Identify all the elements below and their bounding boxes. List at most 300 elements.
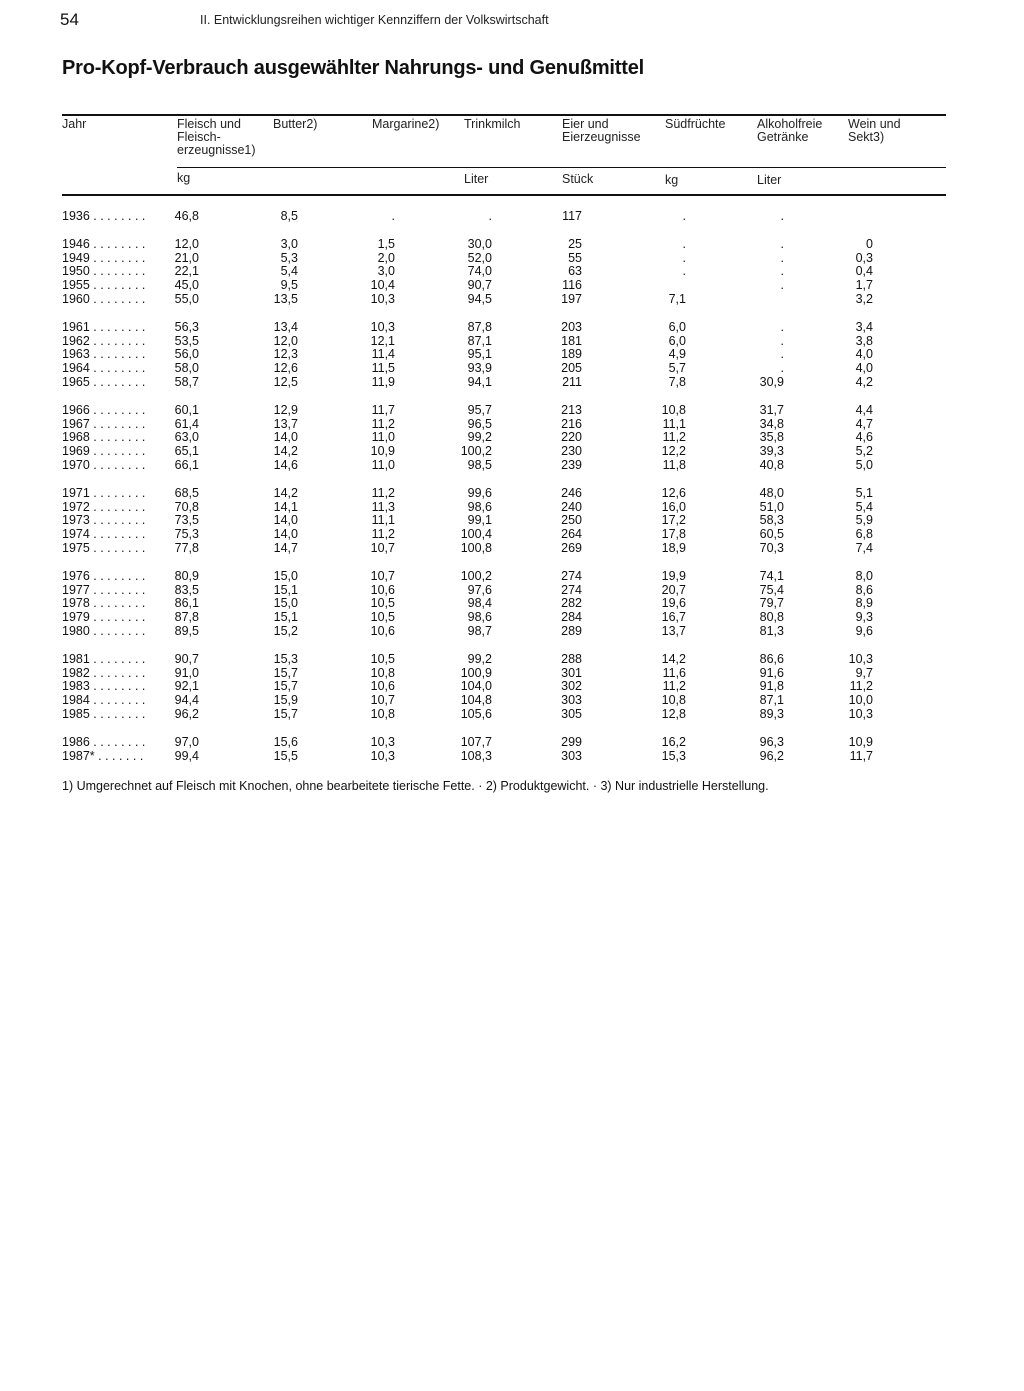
alkoholfreie-cell: 30,9 — [759, 374, 784, 389]
eier-cell: 274 — [561, 582, 582, 597]
eier-cell: 213 — [561, 402, 582, 417]
year-cell: 1970 . . . . . . . . — [62, 457, 146, 472]
year-cell: 1986 . . . . . . . . — [62, 734, 146, 749]
table-row — [62, 404, 946, 418]
alkoholfreie-cell: 91,8 — [759, 679, 784, 694]
butter-cell: 8,5 — [280, 209, 298, 223]
header-eier-line2: Eierzeugnisse — [562, 130, 641, 144]
butter-cell: 15,9 — [273, 693, 298, 708]
unit-stueck-eier: Stück — [562, 172, 594, 186]
table-top-rule — [62, 114, 946, 116]
suedfruechte-cell: . — [682, 236, 686, 251]
wein-cell: 4,0 — [855, 347, 873, 362]
alkoholfreie-cell: . — [780, 278, 784, 293]
margarine-cell: 10,7 — [370, 540, 395, 555]
eier-cell: 25 — [568, 236, 582, 251]
year-cell: 1976 . . . . . . . . — [62, 568, 146, 583]
margarine-cell: 10,5 — [370, 651, 395, 666]
table-row — [62, 653, 946, 667]
margarine-cell: 2,0 — [377, 250, 395, 265]
header-eier — [562, 118, 641, 144]
header-wein-line1: Wein und — [848, 117, 901, 131]
suedfruechte-cell: 16,0 — [661, 499, 686, 514]
table-row — [62, 597, 946, 611]
trinkmilch-cell: 99,2 — [467, 651, 492, 666]
butter-cell: 15,2 — [273, 623, 298, 638]
fleisch-cell: 58,7 — [174, 374, 199, 389]
trinkmilch-cell: 97,6 — [467, 582, 492, 597]
header-fleisch-line3: erzeugnisse1) — [177, 143, 256, 157]
trinkmilch-cell: 99,2 — [467, 430, 492, 445]
eier-cell: 181 — [561, 333, 582, 348]
margarine-cell: 11,4 — [371, 347, 395, 362]
margarine-cell: 3,0 — [377, 264, 395, 279]
margarine-cell: 11,2 — [371, 416, 395, 431]
table-row — [62, 418, 946, 432]
suedfruechte-cell: 17,2 — [661, 513, 686, 528]
trinkmilch-cell: 95,7 — [467, 402, 492, 417]
table-row — [62, 680, 946, 694]
year-cell: 1971 . . . . . . . . — [62, 485, 146, 500]
year-cell: 1982 . . . . . . . . — [62, 665, 146, 680]
margarine-cell: 10,3 — [370, 319, 395, 334]
eier-cell: 230 — [561, 444, 582, 459]
suedfruechte-cell: 5,7 — [668, 361, 686, 376]
table-row — [62, 750, 946, 764]
wein-cell: 10,3 — [848, 706, 873, 721]
margarine-cell: 11,1 — [371, 513, 395, 528]
eier-cell: 264 — [561, 527, 582, 542]
trinkmilch-cell: 98,6 — [467, 610, 492, 625]
trinkmilch-cell: 99,6 — [467, 485, 492, 500]
unit-liter-trinkmilch: Liter — [464, 172, 489, 186]
alkoholfreie-cell: 39,3 — [759, 444, 784, 459]
header-alkoholfreie-line1: Alkoholfreie — [757, 117, 823, 131]
wein-cell: 11,7 — [849, 748, 873, 763]
suedfruechte-cell: 6,0 — [668, 319, 686, 334]
header-margarine: Margarine2) — [372, 117, 440, 131]
year-cell: 1967 . . . . . . . . — [62, 416, 146, 431]
table-row — [62, 321, 946, 335]
wein-cell: 5,2 — [855, 444, 873, 459]
margarine-cell: 10,5 — [370, 596, 395, 611]
alkoholfreie-cell: . — [780, 264, 784, 279]
trinkmilch-cell: 94,5 — [467, 291, 492, 306]
table-row — [62, 445, 946, 459]
trinkmilch-cell: 95,1 — [467, 347, 492, 362]
butter-cell: 15,7 — [273, 665, 298, 680]
margarine-cell: 10,8 — [370, 706, 395, 721]
butter-cell: 13,7 — [273, 416, 298, 431]
eier-cell: 303 — [561, 748, 582, 763]
butter-cell: 14,0 — [273, 513, 298, 528]
header-jahr: Jahr — [62, 117, 87, 131]
suedfruechte-cell: 4,9 — [668, 347, 686, 362]
table-row — [62, 431, 946, 445]
fleisch-cell: 45,0 — [174, 278, 199, 293]
fleisch-cell: 12,0 — [174, 236, 199, 251]
table-row — [62, 348, 946, 362]
margarine-cell: 12,1 — [370, 333, 395, 348]
eier-cell: 288 — [561, 651, 582, 666]
eier-cell: 282 — [561, 596, 582, 611]
alkoholfreie-cell: 91,6 — [759, 665, 784, 680]
fleisch-cell: 99,4 — [174, 748, 199, 763]
table-row — [62, 542, 946, 556]
margarine-cell: 10,6 — [370, 679, 395, 694]
eier-cell: 216 — [561, 416, 582, 431]
alkoholfreie-cell: 96,3 — [759, 734, 784, 749]
year-cell: 1965 . . . . . . . . — [62, 374, 146, 389]
header-suedfruechte: Südfrüchte — [665, 117, 726, 131]
wein-cell: 4,0 — [855, 361, 873, 376]
fleisch-cell: 73,5 — [174, 513, 199, 528]
trinkmilch-cell: 100,9 — [460, 665, 492, 680]
header-wein-line2: Sekt3) — [848, 130, 885, 144]
suedfruechte-cell: 20,7 — [661, 582, 686, 597]
butter-cell: 15,0 — [273, 568, 298, 583]
fleisch-cell: 96,2 — [174, 706, 199, 721]
year-cell: 1985 . . . . . . . . — [62, 706, 146, 721]
alkoholfreie-cell: 51,0 — [759, 499, 784, 514]
row-group — [62, 653, 946, 722]
row-group — [62, 321, 946, 390]
wein-cell: 10,0 — [848, 693, 873, 708]
margarine-cell: 11,7 — [371, 402, 395, 417]
fleisch-cell: 89,5 — [174, 623, 199, 638]
wein-cell: 3,4 — [855, 319, 873, 334]
table-row — [62, 335, 946, 349]
fleisch-cell: 91,0 — [174, 665, 199, 680]
wein-cell: 4,6 — [855, 430, 873, 445]
butter-cell: 5,3 — [280, 250, 298, 265]
butter-cell: 15,5 — [273, 748, 298, 763]
year-cell: 1949 . . . . . . . . — [62, 250, 146, 265]
margarine-cell: 10,4 — [370, 278, 395, 293]
butter-cell: 12,9 — [273, 402, 298, 417]
year-cell: 1978 . . . . . . . . — [62, 596, 146, 611]
header-butter: Butter2) — [273, 117, 318, 131]
butter-cell: 5,4 — [280, 264, 298, 279]
trinkmilch-cell: 52,0 — [467, 250, 492, 265]
fleisch-cell: 87,8 — [174, 610, 199, 625]
eier-cell: 117 — [562, 209, 582, 223]
alkoholfreie-cell: 86,6 — [759, 651, 784, 666]
trinkmilch-cell: 98,7 — [467, 623, 492, 638]
suedfruechte-cell: 11,6 — [662, 665, 686, 680]
year-cell: 1977 . . . . . . . . — [62, 582, 146, 597]
alkoholfreie-cell: 74,1 — [759, 568, 784, 583]
wein-cell: 3,8 — [855, 333, 873, 348]
suedfruechte-cell: 7,1 — [668, 291, 686, 306]
header-unit-rule — [177, 167, 946, 168]
table-row — [62, 514, 946, 528]
year-cell: 1950 . . . . . . . . — [62, 264, 146, 279]
wein-cell: 5,1 — [855, 485, 873, 500]
suedfruechte-cell: 6,0 — [668, 333, 686, 348]
year-cell: 1975 . . . . . . . . — [62, 540, 146, 555]
suedfruechte-cell: 11,2 — [662, 679, 686, 694]
fleisch-cell: 56,3 — [174, 319, 199, 334]
fleisch-cell: 75,3 — [174, 527, 199, 542]
trinkmilch-cell: 105,6 — [460, 706, 492, 721]
alkoholfreie-cell: 96,2 — [759, 748, 784, 763]
butter-cell: 14,0 — [273, 430, 298, 445]
butter-cell: 13,4 — [273, 319, 298, 334]
trinkmilch-cell: 98,4 — [467, 596, 492, 611]
unit-kg-suedfruechte: kg — [665, 173, 679, 187]
trinkmilch-cell: 99,1 — [467, 513, 492, 528]
table-row — [62, 362, 946, 376]
butter-cell: 14,2 — [273, 444, 298, 459]
fleisch-cell: 80,9 — [174, 568, 199, 583]
eier-cell: 302 — [561, 679, 582, 694]
suedfruechte-cell: 14,2 — [661, 651, 686, 666]
table-row — [62, 528, 946, 542]
eier-cell: 205 — [561, 361, 582, 376]
butter-cell: 14,6 — [273, 457, 298, 472]
eier-cell: 269 — [561, 540, 582, 555]
table-row — [62, 584, 946, 598]
trinkmilch-cell: 87,8 — [467, 319, 492, 334]
alkoholfreie-cell: . — [780, 333, 784, 348]
alkoholfreie-cell: . — [780, 319, 784, 334]
year-cell: 1983 . . . . . . . . — [62, 679, 146, 694]
alkoholfreie-cell: . — [780, 250, 784, 265]
trinkmilch-cell: 100,8 — [460, 540, 492, 555]
margarine-cell: 11,9 — [371, 374, 395, 389]
alkoholfreie-cell: 75,4 — [759, 582, 784, 597]
trinkmilch-cell: . — [488, 209, 492, 223]
year-cell: 1969 . . . . . . . . — [62, 444, 146, 459]
fleisch-cell: 21,0 — [174, 250, 199, 265]
table-row — [62, 459, 946, 473]
butter-cell: 13,5 — [273, 291, 298, 306]
fleisch-cell: 63,0 — [174, 430, 199, 445]
table-row — [62, 252, 946, 266]
alkoholfreie-cell: 40,8 — [759, 457, 784, 472]
butter-cell: 12,5 — [273, 374, 298, 389]
eier-cell: 189 — [561, 347, 582, 362]
trinkmilch-cell: 87,1 — [467, 333, 492, 348]
year-cell: 1968 . . . . . . . . — [62, 430, 146, 445]
fleisch-cell: 53,5 — [174, 333, 199, 348]
row-group — [62, 570, 946, 639]
suedfruechte-cell: . — [682, 264, 686, 279]
table-row — [62, 376, 946, 390]
year-cell: 1974 . . . . . . . . — [62, 527, 146, 542]
alkoholfreie-cell: 87,1 — [759, 693, 784, 708]
butter-cell: 9,5 — [280, 278, 298, 293]
fleisch-cell: 66,1 — [174, 457, 199, 472]
fleisch-cell: 77,8 — [174, 540, 199, 555]
wein-cell: 4,2 — [855, 374, 873, 389]
suedfruechte-cell: 11,8 — [662, 457, 686, 472]
alkoholfreie-cell: 79,7 — [759, 596, 784, 611]
table-row — [62, 265, 946, 279]
wein-cell: 1,7 — [855, 278, 873, 293]
eier-cell: 274 — [561, 568, 582, 583]
margarine-cell: 10,3 — [370, 748, 395, 763]
table-row — [62, 611, 946, 625]
fleisch-cell: 65,1 — [174, 444, 199, 459]
butter-cell: 3,0 — [280, 236, 298, 251]
wein-cell: 6,8 — [855, 527, 873, 542]
trinkmilch-cell: 100,4 — [460, 527, 492, 542]
eier-cell: 301 — [561, 665, 582, 680]
trinkmilch-cell: 108,3 — [460, 748, 492, 763]
alkoholfreie-cell: 31,7 — [759, 402, 784, 417]
butter-cell: 15,6 — [273, 734, 298, 749]
margarine-cell: 11,2 — [371, 485, 395, 500]
table-row — [62, 210, 946, 224]
alkoholfreie-cell: 81,3 — [759, 623, 784, 638]
eier-cell: 289 — [561, 623, 582, 638]
eier-cell: 250 — [561, 513, 582, 528]
suedfruechte-cell: 12,2 — [661, 444, 686, 459]
wein-cell: 5,4 — [855, 499, 873, 514]
header-fleisch — [177, 118, 256, 157]
table-row — [62, 625, 946, 639]
wein-cell: 5,9 — [855, 513, 873, 528]
butter-cell: 15,7 — [273, 706, 298, 721]
header-eier-line1: Eier und — [562, 117, 609, 131]
margarine-cell: 10,8 — [370, 665, 395, 680]
eier-cell: 303 — [561, 693, 582, 708]
fleisch-cell: 46,8 — [174, 209, 199, 223]
fleisch-cell: 90,7 — [174, 651, 199, 666]
trinkmilch-cell: 100,2 — [460, 444, 492, 459]
year-cell: 1964 . . . . . . . . — [62, 361, 146, 376]
running-head: II. Entwicklungsreihen wichtiger Kennziffern der Volkswirtschaft — [200, 13, 549, 27]
table-row — [62, 570, 946, 584]
suedfruechte-cell: 11,1 — [662, 416, 686, 431]
fleisch-cell: 22,1 — [174, 264, 199, 279]
page-number: 54 — [60, 10, 79, 29]
year-cell: 1960 . . . . . . . . — [62, 291, 146, 306]
alkoholfreie-cell: . — [780, 209, 784, 223]
suedfruechte-cell: 11,2 — [662, 430, 686, 445]
table-row — [62, 293, 946, 307]
header-fleisch-line1: Fleisch und — [177, 117, 241, 131]
trinkmilch-cell: 30,0 — [467, 236, 492, 251]
wein-cell: 7,4 — [855, 540, 873, 555]
trinkmilch-cell: 107,7 — [460, 734, 492, 749]
suedfruechte-cell: 13,7 — [661, 623, 686, 638]
butter-cell: 12,0 — [273, 333, 298, 348]
fleisch-cell: 94,4 — [174, 693, 199, 708]
suedfruechte-cell: 16,2 — [661, 734, 686, 749]
wein-cell: 8,9 — [855, 596, 873, 611]
fleisch-cell: 60,1 — [174, 402, 199, 417]
margarine-cell: 11,5 — [371, 361, 395, 376]
trinkmilch-cell: 100,2 — [460, 568, 492, 583]
wein-cell: 5,0 — [855, 457, 873, 472]
butter-cell: 14,0 — [273, 527, 298, 542]
table-row — [62, 238, 946, 252]
margarine-cell: 10,3 — [370, 734, 395, 749]
header-bottom-rule — [62, 194, 946, 196]
wein-cell: 9,3 — [855, 610, 873, 625]
footnote: 1) Umgerechnet auf Fleisch mit Knochen, ohne bearbeitete tierische Fette. · 2) Produktgewicht. · 3) Nur industrielle Herstellung. — [62, 779, 769, 793]
butter-cell: 15,7 — [273, 679, 298, 694]
suedfruechte-cell: 16,7 — [661, 610, 686, 625]
trinkmilch-cell: 93,9 — [467, 361, 492, 376]
year-cell: 1966 . . . . . . . . — [62, 402, 146, 417]
table-row — [62, 694, 946, 708]
butter-cell: 14,7 — [273, 540, 298, 555]
suedfruechte-cell: 10,8 — [661, 693, 686, 708]
alkoholfreie-cell: . — [780, 361, 784, 376]
eier-cell: 203 — [561, 319, 582, 334]
suedfruechte-cell: 19,9 — [661, 568, 686, 583]
row-group — [62, 487, 946, 556]
eier-cell: 239 — [561, 457, 582, 472]
suedfruechte-cell: . — [682, 209, 686, 223]
alkoholfreie-cell: . — [780, 236, 784, 251]
fleisch-cell: 97,0 — [174, 734, 199, 749]
trinkmilch-cell: 104,8 — [460, 693, 492, 708]
eier-cell: 197 — [561, 291, 582, 306]
suedfruechte-cell: 17,8 — [661, 527, 686, 542]
row-group — [62, 404, 946, 473]
trinkmilch-cell: 74,0 — [467, 264, 492, 279]
unit-liter-alkoholfreie: Liter — [757, 173, 782, 187]
margarine-cell: 1,5 — [377, 236, 395, 251]
eier-cell: 220 — [561, 430, 582, 445]
header-trinkmilch: Trinkmilch — [464, 117, 521, 131]
year-cell: 1980 . . . . . . . . — [62, 623, 146, 638]
year-cell: 1972 . . . . . . . . — [62, 499, 146, 514]
unit-kg-fleisch: kg — [177, 171, 191, 185]
trinkmilch-cell: 98,5 — [467, 457, 492, 472]
margarine-cell: 11,0 — [371, 457, 395, 472]
margarine-cell: 10,6 — [370, 582, 395, 597]
butter-cell: 15,1 — [273, 610, 298, 625]
suedfruechte-cell: 10,8 — [661, 402, 686, 417]
year-cell: 1962 . . . . . . . . — [62, 333, 146, 348]
margarine-cell: 10,3 — [370, 291, 395, 306]
table-row — [62, 667, 946, 681]
margarine-cell: 10,5 — [370, 610, 395, 625]
suedfruechte-cell: 12,8 — [661, 706, 686, 721]
year-cell: 1936 . . . . . . . . — [62, 209, 146, 223]
year-cell: 1979 . . . . . . . . — [62, 610, 146, 625]
margarine-cell: 10,7 — [370, 568, 395, 583]
fleisch-cell: 92,1 — [174, 679, 199, 694]
trinkmilch-cell: 104,0 — [460, 679, 492, 694]
trinkmilch-cell: 96,5 — [467, 416, 492, 431]
year-cell: 1973 . . . . . . . . — [62, 513, 146, 528]
butter-cell: 14,1 — [273, 499, 298, 514]
page-title: Pro-Kopf-Verbrauch ausgewählter Nahrungs- und Genußmittel — [62, 57, 644, 79]
butter-cell: 12,3 — [273, 347, 298, 362]
fleisch-cell: 56,0 — [174, 347, 199, 362]
table-row — [62, 279, 946, 293]
margarine-cell: 11,3 — [371, 499, 395, 514]
fleisch-cell: 70,8 — [174, 499, 199, 514]
data-table — [62, 210, 946, 777]
eier-cell: 305 — [561, 706, 582, 721]
wein-cell: 4,7 — [855, 416, 873, 431]
margarine-cell: 11,0 — [371, 430, 395, 445]
suedfruechte-cell: 15,3 — [661, 748, 686, 763]
wein-cell: 9,6 — [855, 623, 873, 638]
suedfruechte-cell: 12,6 — [661, 485, 686, 500]
alkoholfreie-cell: 34,8 — [759, 416, 784, 431]
year-cell: 1981 . . . . . . . . — [62, 651, 146, 666]
fleisch-cell: 83,5 — [174, 582, 199, 597]
